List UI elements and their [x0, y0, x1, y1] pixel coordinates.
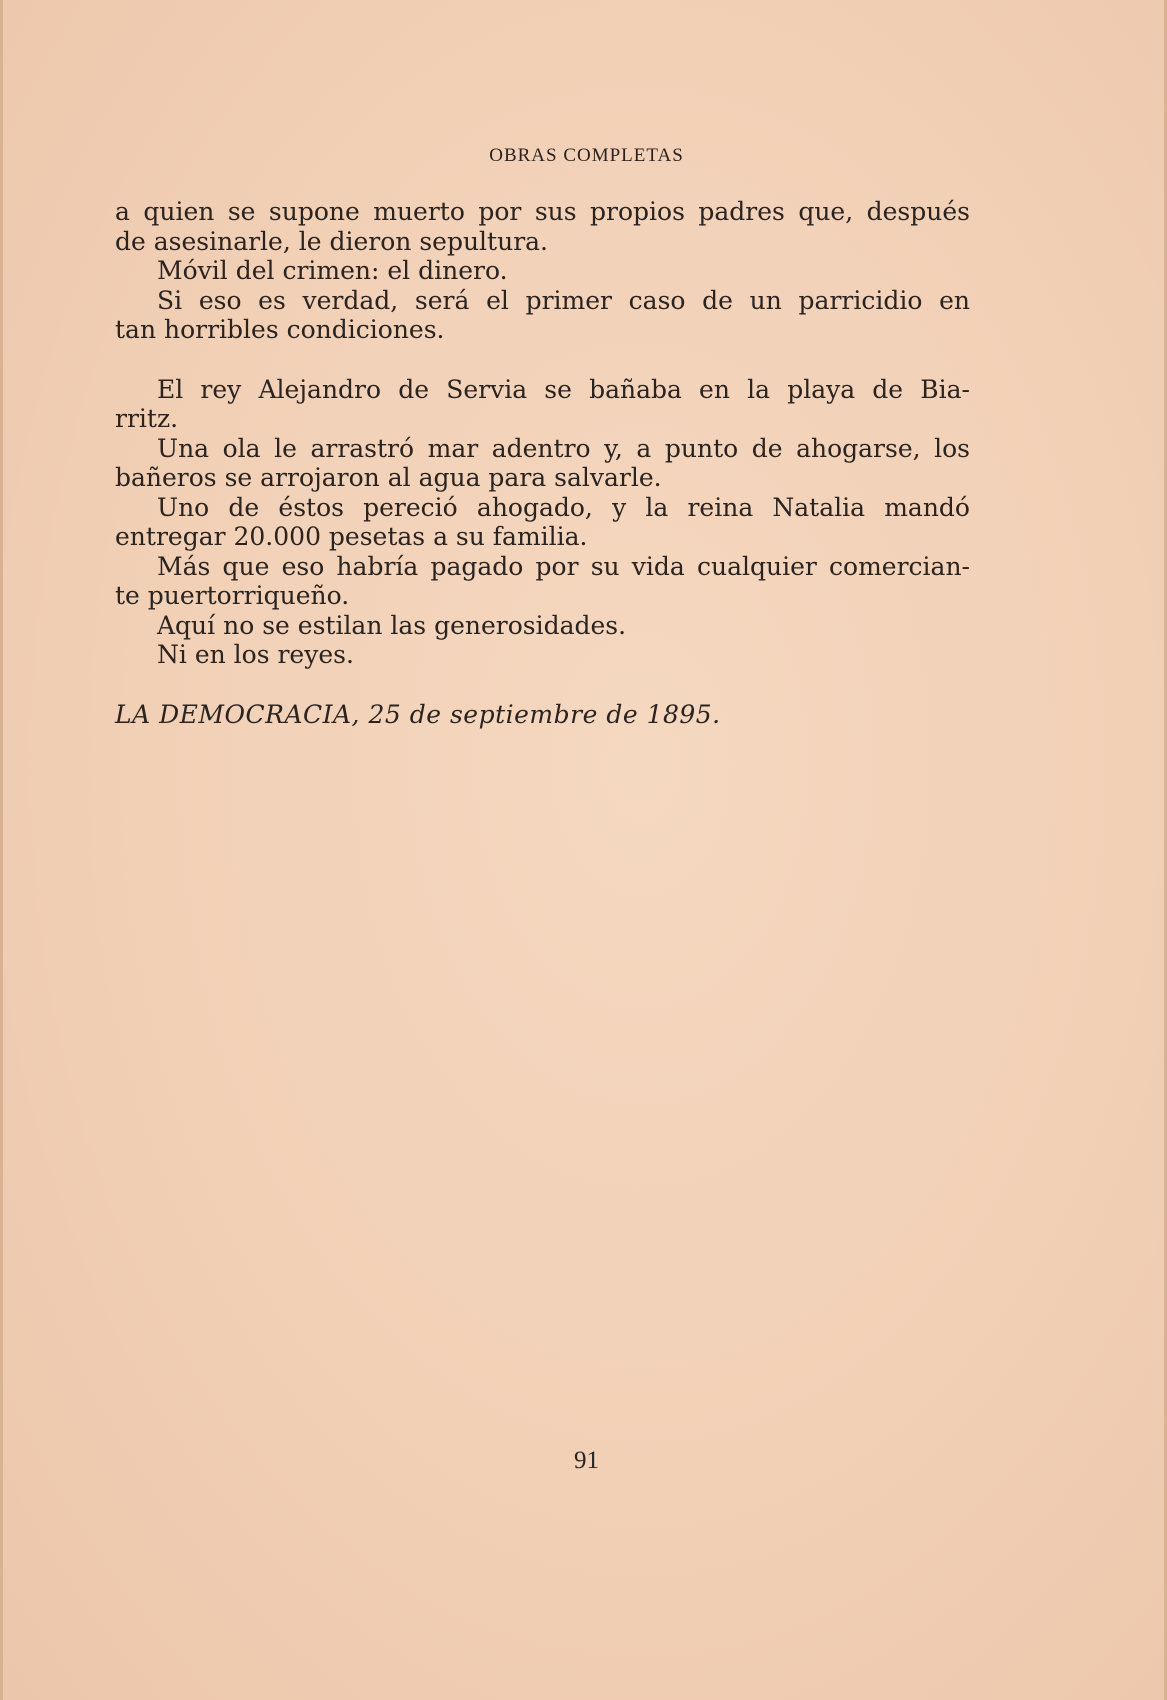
paragraph	[115, 375, 970, 434]
text-line: tan horribles condiciones.	[115, 315, 445, 344]
paragraph	[115, 493, 970, 552]
text-line: Uno de éstos pereció ahogado, y la reina Natalia mandó	[157, 492, 970, 522]
text-line: Si eso es verdad, será el primer caso de un parricidio en	[157, 285, 970, 315]
section-gap	[115, 345, 970, 375]
paragraph	[115, 256, 970, 286]
paragraph	[115, 640, 970, 670]
paragraph	[115, 434, 970, 493]
text-line: bañeros se arrojaron al agua para salvarle.	[115, 463, 662, 492]
text-line: Aquí no se estilan las generosidades.	[157, 610, 627, 640]
source-citation: LA DEMOCRACIA, 25 de septiembre de 1895.	[115, 699, 721, 729]
text-line: de asesinarle, le dieron sepultura.	[115, 226, 548, 256]
paragraph	[115, 286, 970, 345]
section-gap	[115, 670, 970, 700]
paragraph	[115, 197, 970, 256]
text-line: Ni en los reyes.	[157, 640, 354, 669]
text-line: Una ola le arrastró mar adentro y, a punto de ahogarse, los	[157, 433, 970, 463]
text-line: Móvil del crimen: el dinero.	[157, 256, 508, 285]
paragraph	[115, 552, 970, 611]
text-line: Más que eso habría pagado por su vida cualquier comercian-	[157, 551, 970, 581]
body-text	[115, 197, 970, 729]
text-line: a quien se supone muerto por sus propios padres que, después	[115, 197, 970, 226]
text-line: rritz.	[115, 404, 179, 433]
page-number: 91	[574, 1447, 599, 1474]
text-line: te puertorriqueño.	[115, 581, 350, 610]
text-line: El rey Alejandro de Servia se bañaba en la playa de Bia-	[157, 374, 970, 404]
paragraph	[115, 611, 970, 641]
running-head: OBRAS COMPLETAS	[489, 145, 684, 166]
text-line: entregar 20.000 pesetas a su familia.	[115, 522, 588, 551]
